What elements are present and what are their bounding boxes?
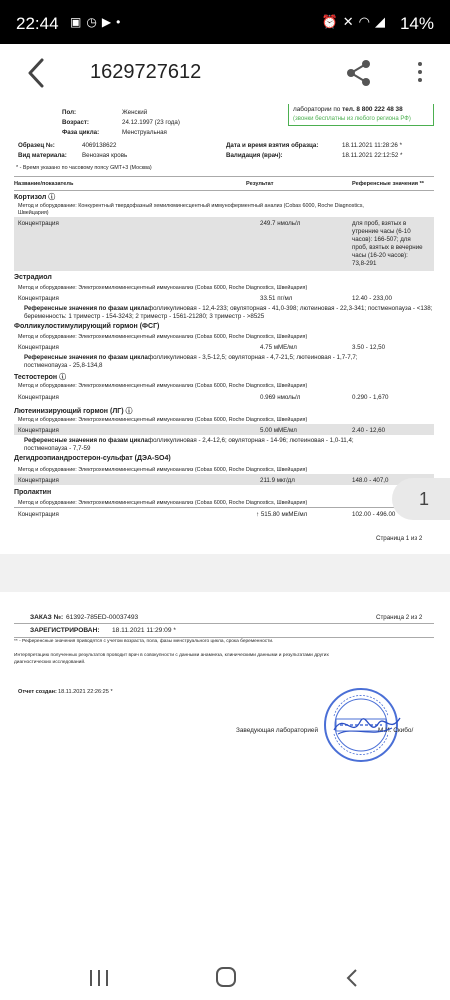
wifi-icon: ◠: [358, 14, 375, 29]
home-icon[interactable]: [214, 965, 238, 989]
signal-icon: ◢: [375, 14, 390, 29]
test-result: 211.9 мкг/дл: [260, 477, 295, 484]
phase-values: постменопауза - 7,7-59: [24, 445, 91, 452]
recent-apps-icon[interactable]: [88, 966, 110, 990]
share-icon[interactable]: [344, 58, 374, 88]
page-separator: [0, 554, 450, 592]
status-right-icons: [322, 14, 390, 30]
page-2-header: Страница 2 из 2: [376, 614, 423, 621]
test-title: Лютеинизирующий гормон (ЛГ) ⓘ: [14, 408, 133, 415]
test-ref-line: утренние часы (6-10: [352, 228, 411, 235]
test-result: 249.7 нмоль/л: [260, 220, 301, 227]
status-time: 22:44: [16, 14, 59, 33]
test-title: Дегидроэпиандростерон-сульфат (ДЭА-SO4): [14, 455, 171, 462]
taken-label: Дата и время взятия образца:: [226, 142, 319, 149]
head-of-lab-label: Заведующая лабораторией: [236, 727, 319, 734]
phase-label: Референсные значения по фазам цикла:: [24, 437, 150, 444]
page-1-footer: Страница 1 из 2: [376, 535, 423, 542]
registered-value: 18.11.2021 11:29:09 *: [112, 627, 176, 634]
test-ref: 2.40 - 12,60: [352, 427, 386, 434]
test-result: 4.75 мМЕ/мл: [260, 344, 297, 351]
test-ref: 102.00 - 496.00: [352, 511, 396, 518]
col-result-header: Результат: [246, 181, 274, 187]
test-param: Концентрация: [18, 394, 59, 401]
test-title: Пролактин: [14, 489, 52, 496]
test-result: 5.00 мМЕ/мл: [260, 427, 297, 434]
validation-label: Валидация (врач):: [226, 152, 283, 159]
status-bar: [0, 0, 450, 44]
test-title: Тестостерон ⓘ: [14, 374, 67, 381]
phase-values: фолликулиновая - 3,5-12,5; овуляторная - 4,7-21,5; лютеиновая - 1,7-7,7;: [148, 354, 358, 361]
test-ref-line: часы (16-20 часов):: [352, 252, 408, 259]
info-icon: ⓘ: [48, 194, 56, 201]
test-method: Метод и оборудование: Электрохемилюминесцентный иммуноанализ (Cobas 6000, Roche Diagnostics, Швейцария): [18, 500, 308, 506]
sex-value: Женский: [122, 109, 148, 116]
test-ref: 0.290 - 1,670: [352, 394, 389, 401]
test-ref-line: 73,8-291: [352, 260, 377, 267]
phase-values: постменопауза - 25,8-134,8: [24, 362, 103, 369]
interpretation-note-cont: диагностических исследований.: [14, 660, 86, 665]
validation-value: 18.11.2021 22:12:52 *: [342, 152, 403, 159]
document-title: 1629727612: [90, 61, 202, 83]
col-reference-header: Референсные значения **: [352, 181, 424, 187]
phase-values: беременность: 1 триместр - 154-3243; 2 триместр - 1561-21280; 3 триместр - >8525: [24, 313, 265, 320]
test-ref-line: проб, взятых в вечерние: [352, 244, 423, 251]
test-param: Концентрация: [18, 427, 59, 434]
test-result-elevated: ↑ 515.80 мкМЕ/мл: [256, 511, 308, 518]
notification-app-icon: ▣: [70, 15, 87, 29]
divider: [14, 637, 434, 638]
divider: [14, 623, 434, 624]
head-of-lab-name: М.И. Скибо/: [378, 727, 414, 734]
divider: [14, 176, 434, 177]
divider: [14, 507, 434, 508]
material-label: Вид материала:: [18, 152, 67, 159]
age-label: Возраст:: [62, 119, 89, 126]
youtube-icon: ▶: [101, 15, 117, 29]
test-param: Концентрация: [18, 220, 59, 227]
divider: [14, 190, 434, 191]
hotline-box: [288, 104, 434, 126]
alarm-icon: ⏰: [321, 14, 343, 29]
test-method: Метод и оборудование: Электрохемилюминесцентный иммуноанализ (Cobas 6000, Roche Diagnostics, Швейцария): [18, 467, 308, 473]
test-param: Концентрация: [18, 295, 59, 302]
sample-no-value: 4069138622: [82, 142, 117, 149]
interpretation-note: Интерпретацию полученных результатов проводит врач в совокупности с данными анамнеза, клиническими данными и результатами других: [14, 653, 329, 658]
phase-values: фолликулиновая - 2,4-12,6; овуляторная - 14-96; лютеиновая - 1,0-11,4;: [148, 437, 354, 444]
age-value: 24.12.1997 (23 года): [122, 119, 180, 126]
test-ref: 148.0 - 407,0: [352, 477, 389, 484]
material-value: Венозная кровь: [82, 152, 128, 159]
signature-image: [330, 704, 410, 744]
page-number-indicator[interactable]: 1: [392, 478, 450, 520]
test-method: Метод и оборудование: Электрохемилюминесцентный иммуноанализ (Cobas 6000, Roche Diagnostics, Швейцария): [18, 285, 308, 291]
info-icon: ⓘ: [125, 408, 133, 415]
timezone-note: * - Время указано по часовому поясу GMT+3 (Москва): [16, 165, 152, 171]
phase-values: фолликулиновая - 12,4-233; овуляторная - 41,0-398; лютеиновая - 22,3-341; постменопауза - <138;: [148, 305, 433, 312]
test-param: Концентрация: [18, 477, 59, 484]
test-method: Метод и оборудование: Электрохемилюминесцентный иммуноанализ (Cobas 6000, Roche Diagnostics, Швейцария): [18, 334, 308, 340]
test-title: Фолликулостимулирующий гормон (ФСГ): [14, 323, 160, 330]
test-ref: 3.50 - 12,50: [352, 344, 386, 351]
back-icon[interactable]: [342, 966, 362, 990]
test-result: 0.969 нмоль/л: [260, 394, 301, 401]
hotline-note: (звонки бесплатны из любого региона РФ): [293, 116, 411, 122]
dot-icon: •: [116, 15, 126, 29]
battery-level: 14%: [399, 14, 434, 33]
cycle-label: Фаза цикла:: [62, 129, 100, 136]
sample-no-label: Образец №:: [18, 142, 55, 149]
timer-icon: ◷: [86, 15, 102, 29]
sex-label: Пол:: [62, 109, 77, 116]
info-icon: ⓘ: [59, 374, 67, 381]
status-left-icons: [70, 15, 125, 29]
col-name-header: Название/показатель: [14, 181, 74, 187]
test-param: Концентрация: [18, 344, 59, 351]
test-title: Эстрадиол: [14, 274, 52, 281]
test-title: Кортизол ⓘ: [14, 194, 56, 201]
report-value: 18.11.2021 22:26:25 *: [58, 689, 113, 695]
test-ref: 12.40 - 233,00: [352, 295, 392, 302]
hotline-text: лаборатории по тел. 8 800 222 48 38: [293, 106, 403, 113]
phase-label: Референсные значения по фазам цикла:: [24, 354, 150, 361]
order-value: 61392-785ED-00037493: [66, 614, 139, 621]
app-bar: [0, 44, 450, 104]
test-result: 33.51 пг/мл: [260, 295, 293, 302]
test-method: Метод и оборудование: Электрохемилюминесцентный иммуноанализ (Cobas 6000, Roche Diagnostics, Швейцария): [18, 383, 308, 389]
system-nav-bar: [0, 960, 450, 1000]
test-ref-line: для проб, взятых в: [352, 220, 407, 227]
back-arrow-icon[interactable]: [22, 56, 52, 90]
report-label: Отчет создан:: [18, 689, 57, 695]
phase-label: Референсные значения по фазам цикла:: [24, 305, 150, 312]
mute-icon: ✕: [342, 14, 359, 29]
test-method: Метод и оборудование: Конкурентный твердофазный хемилюминесцентный иммуноферментный анализ (Cobas 6000, Roche Diagnostics,: [18, 203, 364, 209]
cycle-value: Менструальная: [122, 129, 167, 136]
test-ref-line: часов): 166-507; для: [352, 236, 411, 243]
test-method: Метод и оборудование: Электрохемилюминесцентный иммуноанализ (Cobas 6000, Roche Diagnostics, Швейцария): [18, 417, 308, 423]
reference-footnote: ** - Референсные значения приводятся с учетом возраста, пола, фазы менструального цикла, срока беременности.: [14, 639, 274, 644]
more-options-icon[interactable]: [412, 58, 428, 88]
pdf-document-view[interactable]: [0, 104, 450, 960]
test-method-cont: Швейцария): [18, 210, 49, 216]
registered-label: ЗАРЕГИСТРИРОВАН:: [30, 627, 100, 634]
test-param: Концентрация: [18, 511, 59, 518]
order-label: ЗАКАЗ №:: [30, 614, 64, 621]
taken-value: 18.11.2021 11:28:26 *: [342, 142, 402, 149]
